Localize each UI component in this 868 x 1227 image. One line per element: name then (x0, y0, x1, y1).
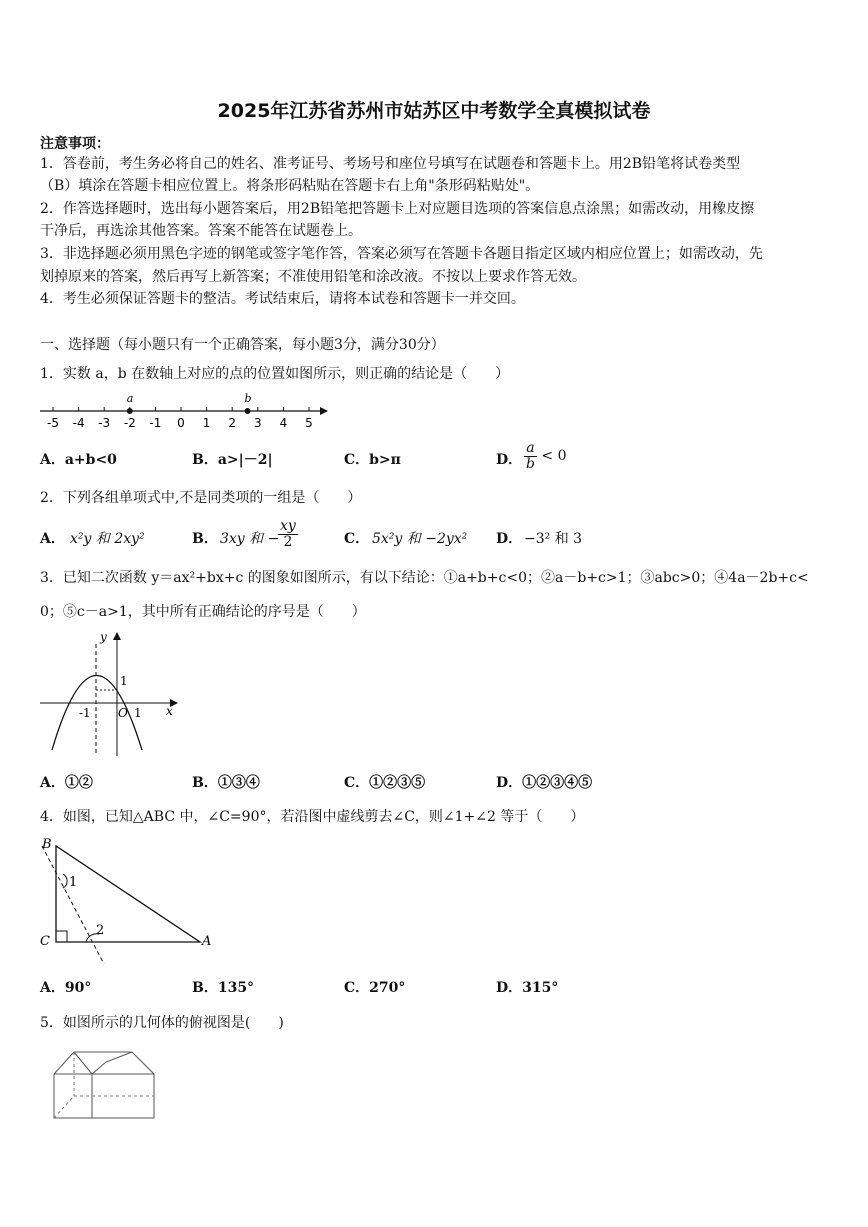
y-axis-arrow (113, 632, 121, 640)
angle-2-label: 2 (96, 923, 105, 938)
note-2b: 干净后，再选涂其他答案。答案不能答在试题卷上。 (40, 223, 362, 239)
q2-option-d-label: D． (496, 531, 523, 547)
q2-option-b-fraction (278, 519, 298, 550)
number-line-tick-label: 1 (202, 416, 211, 430)
q5-stem: 5．如图所示的几何体的俯视图是( ) (40, 1015, 284, 1031)
q2-option-a: x²y 和 2xy² (70, 531, 145, 547)
q1-stem: 1．实数 a，b 在数轴上对应的点的位置如图所示，则正确的结论是（ ） (40, 366, 510, 382)
origin-label: O (118, 706, 128, 720)
note-1b: （B）填涂在答题卡相应位置上。将条形码粘贴在答题卡右上角"条形码粘贴处"。 (40, 178, 540, 194)
number-line-tick-label: 5 (305, 416, 313, 430)
frac-denominator: b (526, 456, 535, 472)
frac-tail: < 0 (541, 448, 567, 464)
neg-one-label: -1 (79, 706, 91, 720)
q3-option-d: D．①②③④⑤ (496, 775, 593, 791)
q2-option-c-label: C． (344, 531, 370, 547)
number-line-tick-label: -2 (123, 416, 136, 430)
q4-option-b: B．135° (192, 980, 255, 996)
right-angle-mark (56, 931, 67, 942)
x-axis-label: x (166, 704, 173, 718)
frac-numerator: xy (280, 518, 296, 534)
q4-triangle-figure (36, 832, 218, 970)
vertex-c-label: C (40, 934, 50, 949)
cut-line (42, 846, 104, 964)
y-axis-label: y (100, 630, 107, 644)
q1-option-d-label: D． (496, 452, 523, 468)
page-title: 2025年江苏省苏州市姑苏区中考数学全真模拟试卷 (217, 100, 651, 122)
q1-option-a: A．a+b<0 (40, 452, 117, 468)
q3-option-b: B．①③④ (192, 775, 260, 791)
q2-option-c: 5x²y 和 −2yx² (372, 531, 468, 547)
q2-option-d: −3² 和 3 (524, 531, 583, 547)
number-line-tick-label: -4 (72, 416, 85, 430)
point-b-dot (245, 408, 251, 414)
solid-hidden-diagonal (54, 1096, 74, 1118)
number-line-tick-label: 0 (177, 416, 185, 430)
q1-option-c: C．b>π (344, 452, 401, 468)
q2-option-b-left: 3xy 和 − (220, 531, 280, 547)
number-line-arrow (320, 407, 328, 415)
q4-stem: 4．如图，已知△ABC 中，∠C=90°，若沿图中虚线剪去∠C，则∠1+∠2 等于（ ） (40, 809, 585, 825)
q3-parabola-figure (38, 626, 183, 761)
point-b-label: b (244, 392, 252, 405)
notes-heading: 注意事项： (40, 136, 110, 152)
vertex-b-label: B (42, 837, 52, 852)
number-line-tick-label: -1 (149, 416, 162, 430)
note-3a: 3．非选择题必须用黑色字迹的钢笔或签字笔作答，答案必须写在答题卡各题目指定区域内相应位置上；如需改动，先 (40, 246, 763, 262)
number-line-tick-label: 3 (253, 416, 262, 430)
angle-1-arc (63, 874, 67, 888)
y-one-label: 1 (120, 674, 128, 688)
q2-option-b-label: B． (192, 531, 218, 547)
number-line-tick-label: -5 (47, 416, 59, 430)
solid-roof-edges (74, 1052, 132, 1074)
triangle-abc (56, 846, 200, 942)
note-3b: 划掉原来的答案，然后再写上新答案；不准使用铅笔和涂改液。不按以上要求作答无效。 (40, 269, 586, 285)
q1-option-b: B．a>|－2| (192, 452, 273, 468)
frac-numerator: a (524, 441, 537, 457)
q2-option-a-label: A． (40, 531, 65, 547)
parabola-curve (52, 676, 142, 751)
q3-stem-line2: 0；⑤c－a>1，其中所有正确结论的序号是（ ） (40, 604, 366, 620)
solid-outline (54, 1052, 154, 1118)
x-one-label: 1 (134, 706, 142, 720)
q4-option-a: A．90° (40, 980, 92, 996)
angle-1-label: 1 (69, 875, 78, 890)
q1-number-line (38, 390, 330, 432)
point-a-dot (127, 408, 133, 414)
q2-stem: 2．下列各组单项式中,不是同类项的一组是（ ） (40, 490, 362, 506)
q4-option-c: C．270° (344, 980, 406, 996)
q3-option-a: A．①② (40, 775, 93, 791)
note-1a: 1．答卷前，考生务必将自己的姓名、准考证号、考场号和座位号填写在试题卷和答题卡上。用2B铅笔将试卷类型 (40, 156, 741, 172)
section-heading: 一、选择题（每小题只有一个正确答案，每小题3分，满分30分） (40, 337, 445, 353)
q3-stem-line1: 3．已知二次函数 y＝ax²+bx+c 的图象如图所示，有以下结论：①a+b+c<0；②a－b+c>1；③abc>0；④4a－2b+c< (40, 570, 809, 586)
frac-denominator: 2 (283, 534, 293, 550)
number-line-tick-label: -3 (98, 416, 111, 430)
q3-option-c: C．①②③⑤ (344, 775, 426, 791)
vertex-a-label: A (202, 934, 212, 949)
q1-option-d-fraction (524, 441, 567, 472)
number-line-tick-label: 4 (279, 416, 288, 430)
number-line-tick-label: 2 (228, 416, 237, 430)
q4-option-d: D．315° (496, 980, 559, 996)
q5-solid-figure (46, 1044, 164, 1124)
note-2a: 2．作答选择题时，选出每小题答案后，用2B铅笔把答题卡上对应题目选项的答案信息点涂黑；如需改动，用橡皮擦 (40, 201, 755, 217)
note-4: 4．考生必须保证答题卡的整洁。考试结束后，请将本试卷和答题卡一并交回。 (40, 291, 525, 307)
point-a-label: a (126, 392, 134, 405)
